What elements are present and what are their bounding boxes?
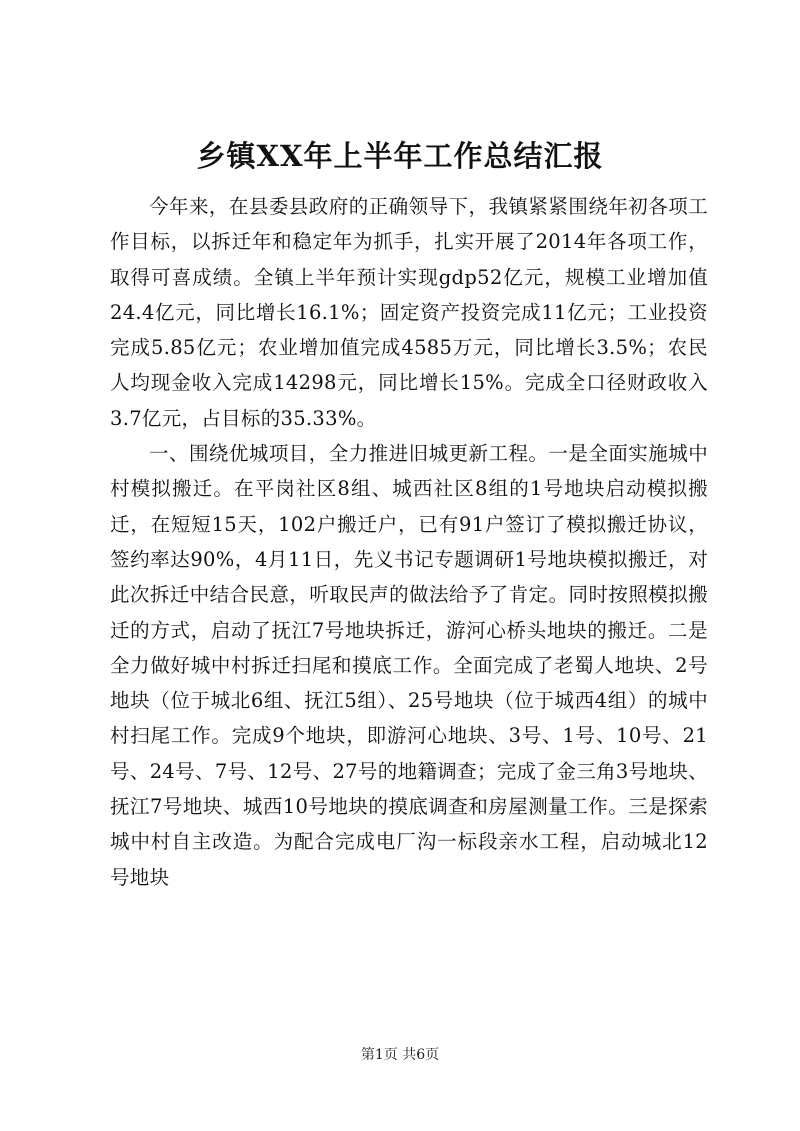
- paragraph-section-one: 一、围绕优城项目，全力推进旧城更新工程。一是全面实施城中村模拟搬迁。在平岗社区8组、城西社区8组的1号地块启动模拟搬迁，在短短15天，102户搬迁户，已有91户签订了模拟搬迁协议，签约率达90%，4月11日，先义书记专题调研1号地块模拟搬迁，对此次拆迁中结合民意，听取民声的做法给予了肯定。同时按照模拟搬迁的方式，启动了抚江7号地块拆迁，游河心桥头地块的搬迁。二是全力做好城中村拆迁扫尾和摸底工作。全面完成了老蜀人地块、2号地块（位于城北6组、抚江5组）、25号地块（位于城西4组）的城中村扫尾工作。完成9个地块，即游河心地块、3号、1号、10号、21号、24号、7号、12号、27号的地籍调查；完成了金三角3号地块、抚江7号地块、城西10号地块的摸底调查和房屋测量工作。三是探索城中村自主改造。为配合完成电厂沟一标段亲水工程，启动城北12号地块: [110, 442, 708, 889]
- page-number: 第1页 共6页: [360, 1047, 440, 1063]
- document-title: 乡镇XX年上半年工作总结汇报: [196, 139, 604, 173]
- paragraph-intro: 今年来，在县委县政府的正确领导下，我镇紧紧围绕年初各项工作目标，以拆迁年和稳定年为抓手，扎实开展了2014年各项工作，取得可喜成绩。全镇上半年预计实现gdp52亿元，规模工业增加值24.4亿元，同比增长16.1%；固定资产投资完成11亿元；工业投资完成5.85亿元；农业增加值完成4585万元，同比增长3.5%；农民人均现金收入完成14298元，同比增长15%。完成全口径财政收入3.7亿元，占目标的35.33%。: [110, 195, 708, 430]
- document-body: [110, 189, 708, 895]
